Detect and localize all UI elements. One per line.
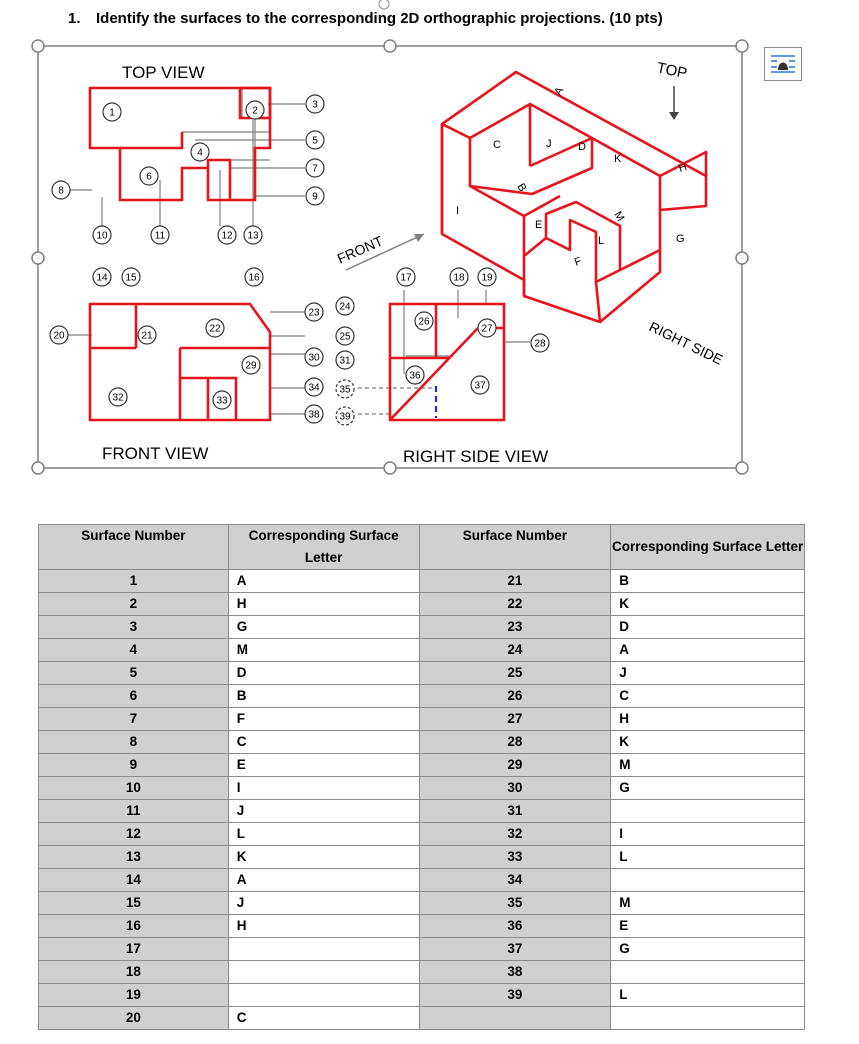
surface-number-cell: 19 bbox=[39, 984, 229, 1007]
surface-number-label: 31 bbox=[339, 355, 351, 367]
surface-letter-cell[interactable]: L bbox=[611, 846, 805, 869]
surface-letter-cell[interactable]: M bbox=[611, 754, 805, 777]
surface-number-cell: 37 bbox=[419, 938, 611, 961]
surface-number-cell: 22 bbox=[419, 593, 611, 616]
surface-number-cell: 4 bbox=[39, 639, 229, 662]
table-row bbox=[39, 869, 805, 892]
surface-number-cell bbox=[419, 1007, 611, 1030]
surface-letter-cell[interactable]: K bbox=[228, 846, 419, 869]
surface-number-label: 35 bbox=[339, 384, 351, 396]
table-row bbox=[39, 639, 805, 662]
surface-number-label: 38 bbox=[308, 409, 320, 421]
surface-letter-cell[interactable]: C bbox=[228, 1007, 419, 1030]
surface-letter-cell[interactable]: B bbox=[228, 685, 419, 708]
header-surface-number-left: Surface Number bbox=[39, 525, 229, 570]
surface-number-label: 27 bbox=[481, 323, 493, 335]
table-row bbox=[39, 915, 805, 938]
surface-letter-cell[interactable] bbox=[611, 1007, 805, 1030]
iso-letter-L: L bbox=[598, 235, 605, 247]
table-row bbox=[39, 777, 805, 800]
surface-number-label: 4 bbox=[197, 147, 203, 159]
surface-number-label: 1 bbox=[109, 107, 115, 119]
surface-letter-cell[interactable]: M bbox=[611, 892, 805, 915]
surface-number-label: 11 bbox=[154, 230, 166, 242]
surface-number-cell: 20 bbox=[39, 1007, 229, 1030]
surface-number-cell: 24 bbox=[419, 639, 611, 662]
surface-letter-cell[interactable]: H bbox=[611, 708, 805, 731]
table-row bbox=[39, 984, 805, 1007]
surface-number-label: 36 bbox=[409, 370, 421, 382]
surface-letter-cell[interactable]: L bbox=[611, 984, 805, 1007]
surface-number-cell: 3 bbox=[39, 616, 229, 639]
surface-number-label: 37 bbox=[474, 380, 486, 392]
right-side-view-drawing bbox=[358, 290, 530, 420]
surface-number-label: 20 bbox=[53, 330, 65, 342]
top-arrow bbox=[669, 86, 679, 120]
surface-number-cell: 38 bbox=[419, 961, 611, 984]
surface-number-label: 2 bbox=[252, 105, 258, 117]
surface-letter-cell[interactable] bbox=[611, 869, 805, 892]
table-row bbox=[39, 570, 805, 593]
surface-number-label: 28 bbox=[534, 338, 546, 350]
iso-letter-G: G bbox=[676, 233, 685, 245]
layout-options-icon bbox=[765, 48, 801, 80]
table-row bbox=[39, 708, 805, 731]
surface-number-cell: 27 bbox=[419, 708, 611, 731]
surface-number-label: 22 bbox=[209, 323, 221, 335]
table-header-row bbox=[39, 525, 805, 570]
surface-number-cell: 17 bbox=[39, 938, 229, 961]
surface-letter-cell[interactable] bbox=[228, 984, 419, 1007]
iso-letter-B: B bbox=[514, 181, 529, 194]
surface-number-cell: 5 bbox=[39, 662, 229, 685]
surface-number-label: 10 bbox=[96, 230, 108, 242]
iso-letter-H: H bbox=[676, 160, 689, 175]
surface-number-label: 16 bbox=[248, 272, 260, 284]
surface-number-label: 29 bbox=[245, 360, 257, 372]
surface-letter-cell[interactable]: G bbox=[611, 777, 805, 800]
table-row bbox=[39, 754, 805, 777]
iso-letter-M: M bbox=[611, 209, 627, 224]
surface-number-cell: 8 bbox=[39, 731, 229, 754]
surface-letter-cell[interactable] bbox=[611, 961, 805, 984]
iso-letter-I: I bbox=[456, 205, 460, 217]
surface-letter-cell[interactable]: A bbox=[228, 570, 419, 593]
surface-number-cell: 30 bbox=[419, 777, 611, 800]
iso-letter-J: J bbox=[546, 138, 552, 150]
surface-number-cell: 28 bbox=[419, 731, 611, 754]
surface-number-label: 25 bbox=[339, 331, 351, 343]
header-letter-right: Corresponding Surface Letter bbox=[611, 525, 805, 570]
rotate-handle[interactable] bbox=[379, 0, 389, 9]
orthographic-figure bbox=[0, 0, 859, 490]
surface-number-cell: 13 bbox=[39, 846, 229, 869]
table-row bbox=[39, 731, 805, 754]
surface-letter-cell[interactable]: D bbox=[228, 662, 419, 685]
surface-number-label: 12 bbox=[221, 230, 233, 242]
table-row bbox=[39, 593, 805, 616]
surface-number-cell: 25 bbox=[419, 662, 611, 685]
front-direction-label: FRONT bbox=[334, 232, 386, 267]
layout-options-button[interactable] bbox=[764, 47, 802, 81]
table-row bbox=[39, 961, 805, 984]
surface-letter-cell[interactable]: K bbox=[611, 593, 805, 616]
surface-letter-cell[interactable]: A bbox=[228, 869, 419, 892]
table-row bbox=[39, 685, 805, 708]
surface-letter-cell[interactable]: B bbox=[611, 570, 805, 593]
table-row bbox=[39, 800, 805, 823]
surface-number-label: 8 bbox=[58, 185, 64, 197]
surface-letter-cell[interactable]: G bbox=[611, 938, 805, 961]
surface-number-cell: 34 bbox=[419, 869, 611, 892]
surface-number-label: 18 bbox=[453, 272, 465, 284]
header-letter-left: Corresponding Surface Letter bbox=[228, 525, 419, 570]
surface-number-cell: 14 bbox=[39, 869, 229, 892]
surface-number-label: 32 bbox=[112, 392, 124, 404]
surface-number-label: 39 bbox=[339, 411, 351, 423]
surface-number-cell: 32 bbox=[419, 823, 611, 846]
table-row bbox=[39, 892, 805, 915]
surface-number-cell: 29 bbox=[419, 754, 611, 777]
surface-letter-cell[interactable]: I bbox=[228, 777, 419, 800]
surface-number-label: 6 bbox=[146, 171, 152, 183]
surface-letter-cell[interactable]: A bbox=[611, 639, 805, 662]
front-view-drawing bbox=[62, 304, 305, 420]
surface-number-circles bbox=[50, 95, 549, 425]
surface-letter-cell[interactable]: H bbox=[228, 593, 419, 616]
surface-number-label: 13 bbox=[247, 230, 259, 242]
surface-number-cell: 16 bbox=[39, 915, 229, 938]
surface-letter-cell[interactable]: G bbox=[228, 616, 419, 639]
surface-number-cell: 23 bbox=[419, 616, 611, 639]
surface-number-cell: 6 bbox=[39, 685, 229, 708]
surface-number-cell: 18 bbox=[39, 961, 229, 984]
surface-letter-cell[interactable]: C bbox=[228, 731, 419, 754]
surface-letter-cell[interactable]: J bbox=[611, 662, 805, 685]
header-surface-number-right: Surface Number bbox=[419, 525, 611, 570]
iso-letter-C: C bbox=[493, 139, 501, 151]
surface-letter-cell[interactable]: L bbox=[228, 823, 419, 846]
surface-number-label: 23 bbox=[308, 307, 320, 319]
iso-letter-F: F bbox=[572, 255, 584, 269]
surface-number-cell: 21 bbox=[419, 570, 611, 593]
table-row bbox=[39, 938, 805, 961]
right-side-view-label: RIGHT SIDE VIEW bbox=[403, 447, 549, 466]
table-row bbox=[39, 1007, 805, 1030]
surface-number-cell: 10 bbox=[39, 777, 229, 800]
surface-number-label: 17 bbox=[400, 272, 412, 284]
surface-number-cell: 9 bbox=[39, 754, 229, 777]
surface-number-cell: 11 bbox=[39, 800, 229, 823]
surface-number-cell: 31 bbox=[419, 800, 611, 823]
top-view-drawing bbox=[62, 88, 305, 226]
surface-letter-cell[interactable]: H bbox=[228, 915, 419, 938]
surface-number-label: 30 bbox=[308, 352, 320, 364]
surface-number-label: 26 bbox=[418, 316, 430, 328]
surface-letter-cell[interactable]: J bbox=[228, 892, 419, 915]
surface-letter-cell[interactable]: I bbox=[611, 823, 805, 846]
surface-letter-cell[interactable]: F bbox=[228, 708, 419, 731]
surface-letter-cell[interactable]: D bbox=[611, 616, 805, 639]
table-row bbox=[39, 662, 805, 685]
surface-letter-cell[interactable]: J bbox=[228, 800, 419, 823]
surface-number-cell: 2 bbox=[39, 593, 229, 616]
surface-number-label: 7 bbox=[312, 163, 318, 175]
table-row bbox=[39, 823, 805, 846]
surface-letter-cell[interactable]: E bbox=[228, 754, 419, 777]
surface-number-cell: 35 bbox=[419, 892, 611, 915]
surface-number-label: 3 bbox=[312, 99, 318, 111]
surface-number-cell: 7 bbox=[39, 708, 229, 731]
surface-letter-cell[interactable] bbox=[228, 961, 419, 984]
surface-number-label: 33 bbox=[216, 395, 228, 407]
surface-letter-cell[interactable]: C bbox=[611, 685, 805, 708]
surface-number-label: 15 bbox=[125, 272, 137, 284]
iso-letter-K: K bbox=[614, 153, 622, 165]
surface-number-label: 21 bbox=[141, 330, 153, 342]
top-view-label: TOP VIEW bbox=[122, 63, 205, 82]
surface-number-label: 9 bbox=[312, 191, 318, 203]
table-row bbox=[39, 846, 805, 869]
surface-letter-cell[interactable]: K bbox=[611, 731, 805, 754]
question-text: Identify the surfaces to the corresponding 2D orthographic projections. (10 pts) bbox=[96, 10, 663, 27]
surface-number-cell: 12 bbox=[39, 823, 229, 846]
surface-number-label: 24 bbox=[339, 301, 351, 313]
surface-number-label: 14 bbox=[96, 272, 108, 284]
surface-number-cell: 36 bbox=[419, 915, 611, 938]
surface-number-cell: 39 bbox=[419, 984, 611, 1007]
surface-number-label: 5 bbox=[312, 135, 318, 147]
surface-number-cell: 15 bbox=[39, 892, 229, 915]
surface-letter-cell[interactable] bbox=[611, 800, 805, 823]
surface-number-cell: 26 bbox=[419, 685, 611, 708]
surface-number-label: 34 bbox=[308, 382, 320, 394]
surface-number-cell: 1 bbox=[39, 570, 229, 593]
iso-letter-A: A bbox=[552, 85, 567, 98]
question-number: 1. bbox=[68, 10, 81, 27]
right-side-direction-label: RIGHT SIDE bbox=[646, 318, 726, 368]
surface-number-cell: 33 bbox=[419, 846, 611, 869]
surface-letter-cell[interactable]: E bbox=[611, 915, 805, 938]
answer-table bbox=[38, 524, 805, 1030]
iso-letter-D: D bbox=[578, 141, 586, 153]
surface-letter-cell[interactable]: M bbox=[228, 639, 419, 662]
table-row bbox=[39, 616, 805, 639]
surface-letter-cell[interactable] bbox=[228, 938, 419, 961]
top-direction-label: TOP bbox=[655, 59, 689, 83]
iso-letter-E: E bbox=[535, 219, 543, 231]
surface-number-label: 19 bbox=[481, 272, 493, 284]
front-view-label: FRONT VIEW bbox=[102, 444, 209, 463]
